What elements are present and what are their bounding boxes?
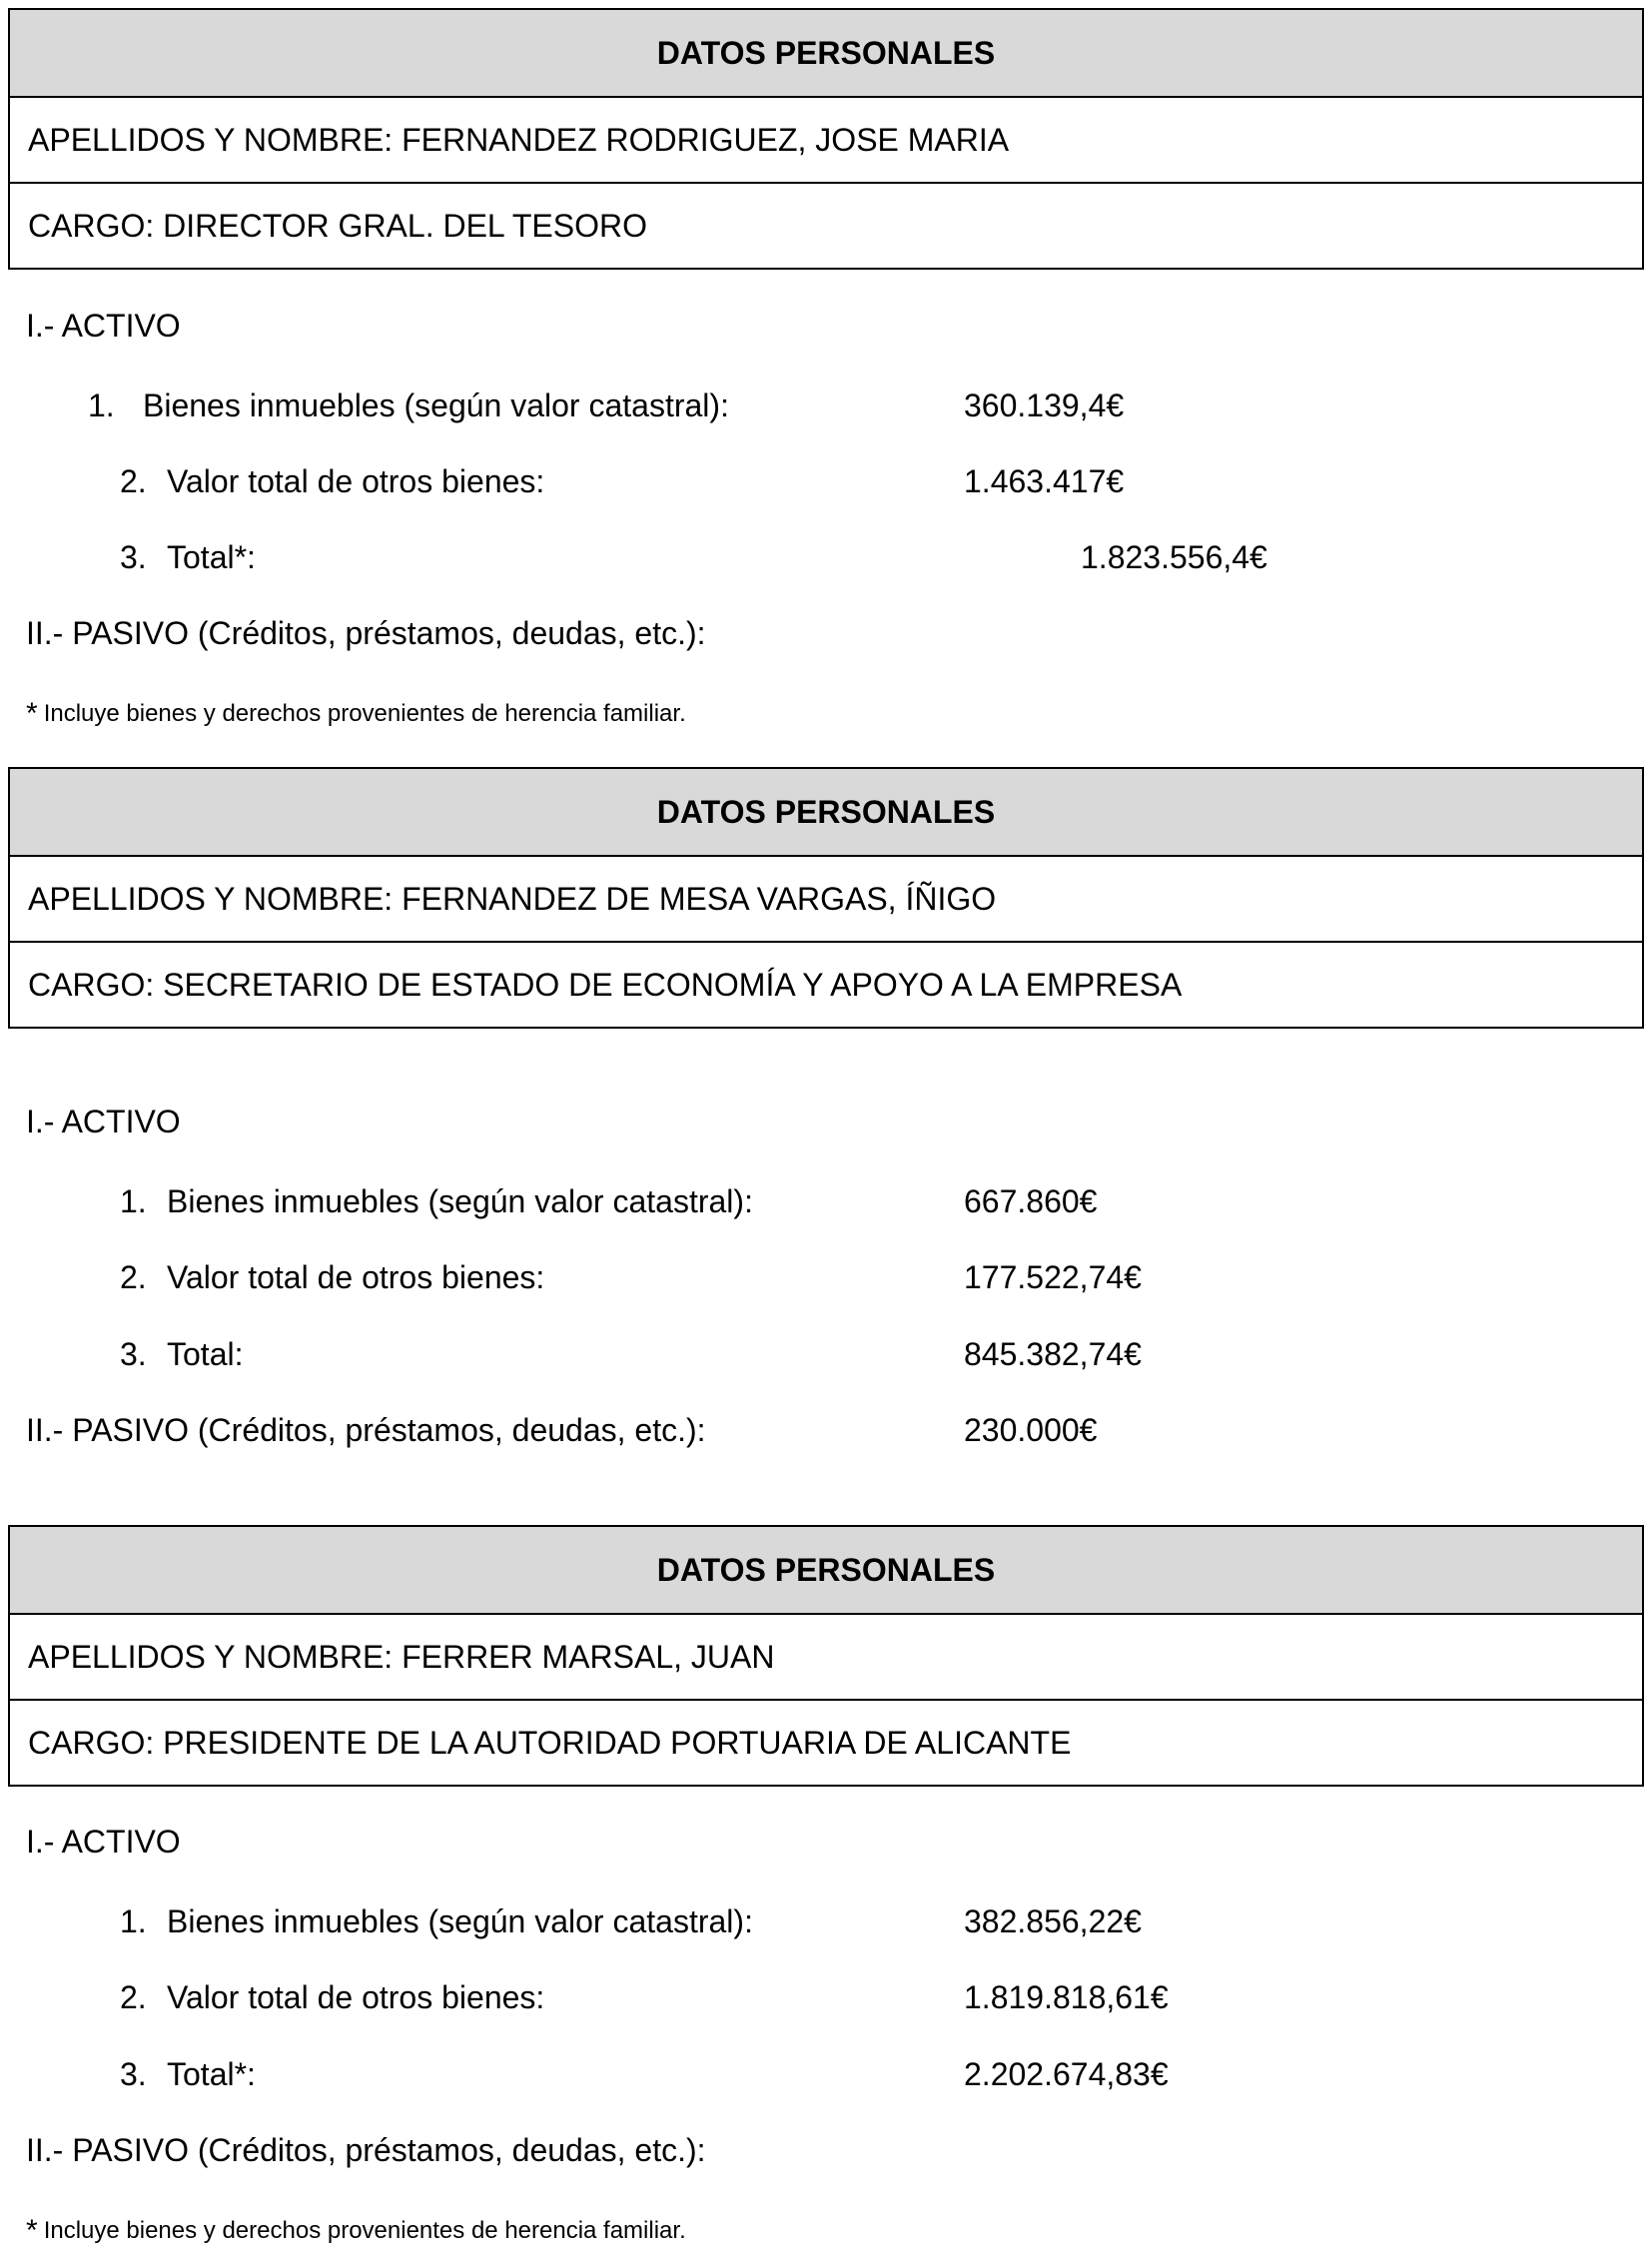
footnote-mark: * bbox=[26, 697, 38, 730]
pasivo-heading: II.- PASIVO (Créditos, préstamos, deudas, etc.): bbox=[26, 1412, 706, 1448]
cargo-field: CARGO: PRESIDENTE DE LA AUTORIDAD PORTUARIA DE ALICANTE bbox=[10, 1699, 1642, 1785]
section-header: DATOS PERSONALES bbox=[10, 10, 1642, 96]
name-field: APELLIDOS Y NOMBRE: FERNANDEZ RODRIGUEZ, JOSE MARIA bbox=[10, 96, 1642, 182]
footnote bbox=[26, 2214, 686, 2247]
activo-heading: I.- ACTIVO bbox=[26, 1824, 181, 1860]
item-value: 1.463.417€ bbox=[964, 463, 1125, 499]
pasivo-value: 230.000€ bbox=[964, 1412, 1098, 1448]
item-number: 2. bbox=[120, 1979, 147, 2015]
item-label: Valor total de otros bienes: bbox=[167, 463, 545, 499]
activo-heading: I.- ACTIVO bbox=[26, 1104, 181, 1139]
item-value: 360.139,4€ bbox=[964, 387, 1125, 423]
name-field: APELLIDOS Y NOMBRE: FERNANDEZ DE MESA VARGAS, ÍÑIGO bbox=[10, 855, 1642, 941]
cargo-field: CARGO: SECRETARIO DE ESTADO DE ECONOMÍA Y APOYO A LA EMPRESA bbox=[10, 941, 1642, 1027]
footnote-text: Incluye bienes y derechos provenientes de herencia familiar. bbox=[43, 2217, 686, 2244]
item-value: 845.382,74€ bbox=[964, 1336, 1142, 1372]
item-label: Valor total de otros bienes: bbox=[167, 1259, 545, 1295]
item-value: 1.819.818,61€ bbox=[964, 1979, 1169, 2015]
item-number: 2. bbox=[120, 463, 147, 499]
item-label: Total: bbox=[167, 1336, 244, 1372]
item-number: 1. bbox=[88, 387, 115, 423]
pasivo-heading: II.- PASIVO (Créditos, préstamos, deudas, etc.): bbox=[26, 615, 706, 651]
item-number: 1. bbox=[120, 1903, 147, 1939]
personal-data-table bbox=[8, 8, 1644, 270]
personal-data-table bbox=[8, 1525, 1644, 1787]
footnote bbox=[26, 697, 686, 730]
item-number: 3. bbox=[120, 539, 147, 575]
item-number: 3. bbox=[120, 1336, 147, 1372]
footnote-text: Incluye bienes y derechos provenientes de herencia familiar. bbox=[43, 700, 686, 727]
item-label: Total*: bbox=[167, 2056, 256, 2092]
activo-heading: I.- ACTIVO bbox=[26, 308, 181, 344]
section-header: DATOS PERSONALES bbox=[10, 1527, 1642, 1613]
item-label: Total*: bbox=[167, 539, 256, 575]
item-number: 2. bbox=[120, 1259, 147, 1295]
item-number: 3. bbox=[120, 2056, 147, 2092]
item-value: 667.860€ bbox=[964, 1183, 1098, 1219]
item-label: Bienes inmuebles (según valor catastral): bbox=[167, 1183, 753, 1219]
name-field: APELLIDOS Y NOMBRE: FERRER MARSAL, JUAN bbox=[10, 1613, 1642, 1699]
item-label: Bienes inmuebles (según valor catastral): bbox=[167, 1903, 753, 1939]
item-value: 382.856,22€ bbox=[964, 1903, 1142, 1939]
cargo-field: CARGO: DIRECTOR GRAL. DEL TESORO bbox=[10, 182, 1642, 268]
item-number: 1. bbox=[120, 1183, 147, 1219]
section-header: DATOS PERSONALES bbox=[10, 769, 1642, 855]
item-label: Valor total de otros bienes: bbox=[167, 1979, 545, 2015]
footnote-mark: * bbox=[26, 2214, 38, 2247]
personal-data-table bbox=[8, 767, 1644, 1029]
pasivo-heading: II.- PASIVO (Créditos, préstamos, deudas, etc.): bbox=[26, 2132, 706, 2168]
item-label: Bienes inmuebles (según valor catastral): bbox=[143, 387, 729, 423]
item-value: 177.522,74€ bbox=[964, 1259, 1142, 1295]
item-value: 2.202.674,83€ bbox=[964, 2056, 1169, 2092]
item-value: 1.823.556,4€ bbox=[1081, 539, 1267, 575]
